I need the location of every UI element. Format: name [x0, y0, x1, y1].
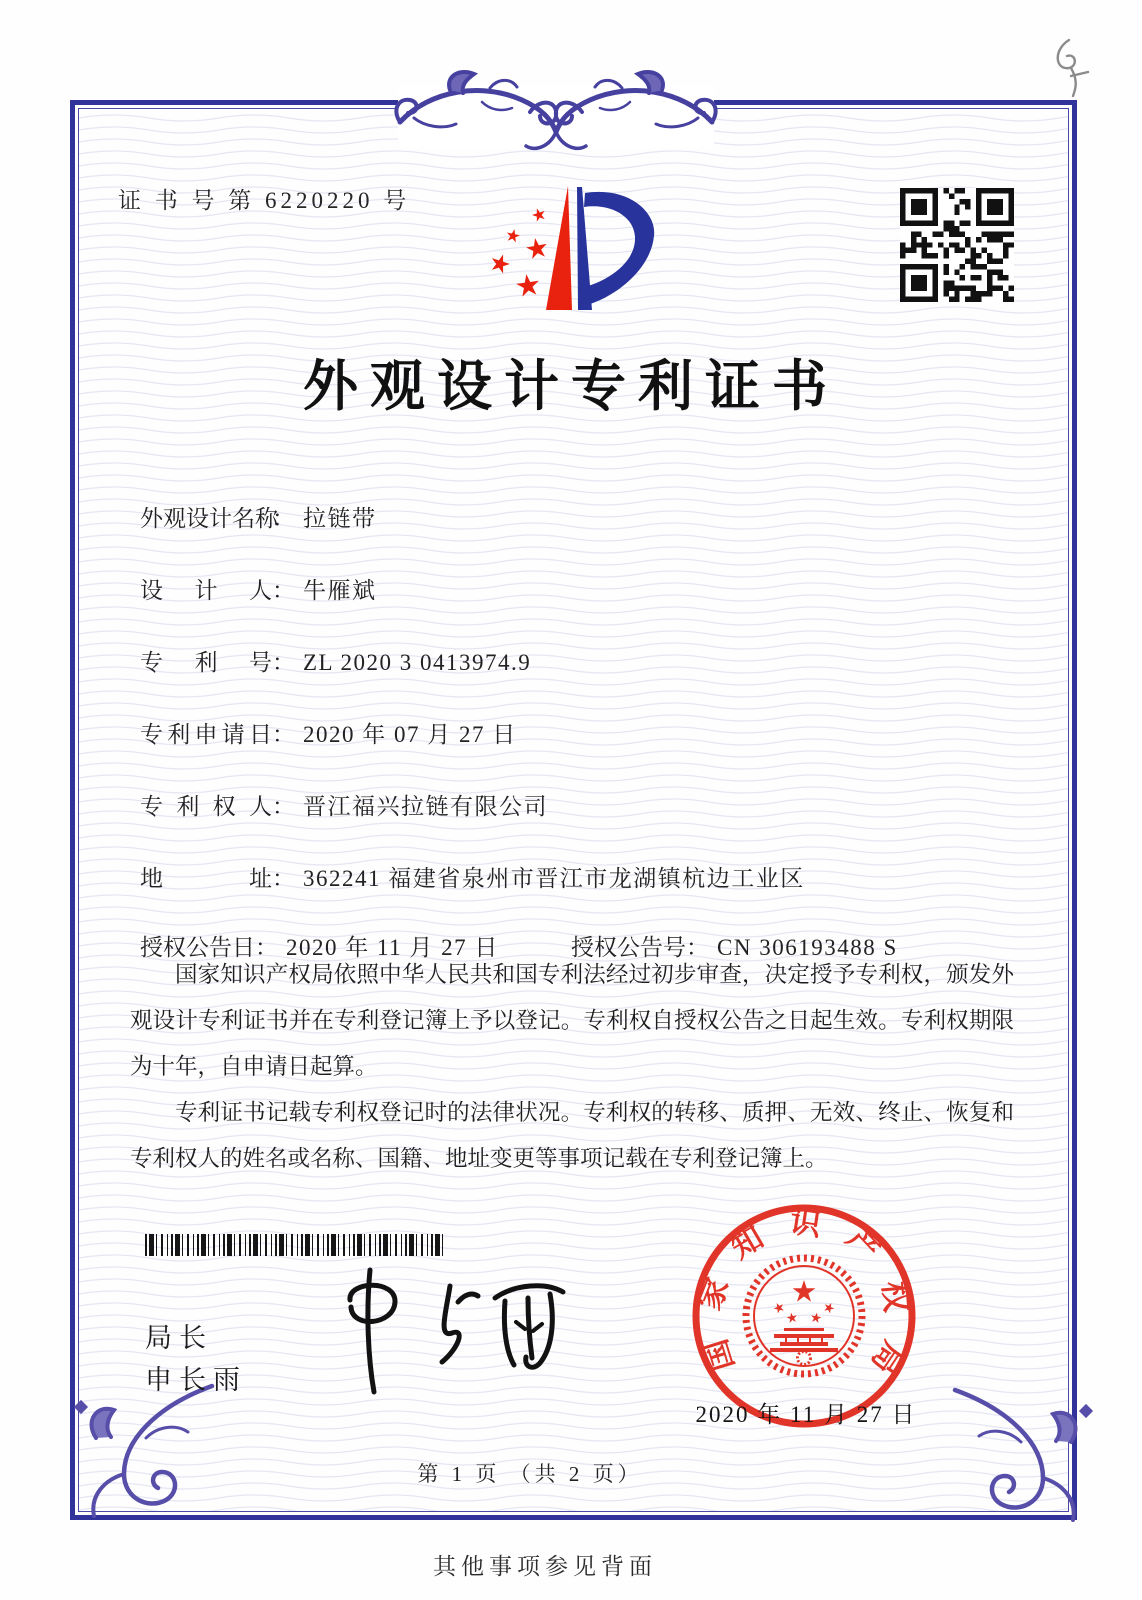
field-colon: ：: [272, 794, 295, 819]
seal-date: 2020 年 11 月 27 日: [695, 1402, 917, 1427]
field-label: 授权公告号: [571, 935, 686, 960]
corner-ornament-icon: [62, 1378, 232, 1518]
field-value: 拉链带: [303, 506, 377, 531]
signer-title: 局长: [145, 1323, 213, 1353]
field-colon: ：: [686, 935, 709, 960]
field-value: CN 306193488 S: [717, 935, 898, 960]
field-label: 设计人: [140, 578, 272, 603]
field-row: [140, 572, 377, 605]
handwritten-signature: [300, 1252, 580, 1402]
field-colon: ：: [255, 935, 278, 960]
page-number: 第 1 页 （共 2 页）: [417, 1462, 643, 1486]
field-value: 362241 福建省泉州市晋江市龙湖镇杭边工业区: [303, 866, 805, 891]
logo-p-bowl: [584, 192, 654, 304]
field-row: [140, 860, 805, 893]
field-colon: ：: [272, 722, 295, 747]
field-value: 晋江福兴拉链有限公司: [303, 794, 548, 819]
field-row: [140, 500, 377, 533]
body-text: [130, 952, 1014, 1182]
page-title: 外观设计专利证书: [302, 356, 839, 417]
corner-ornament-icon: [935, 1382, 1105, 1522]
paragraph: 专利证书记载专利权登记时的法律状况。专利权的转移、质押、无效、终止、恢复和专利权人的姓名或名称、国籍、地址变更等事项记载在专利登记簿上。: [130, 1100, 1014, 1171]
field-value: 2020 年 11 月 27 日: [286, 935, 499, 960]
field-label: 专利权人: [140, 794, 272, 819]
field-label: 地址: [140, 866, 272, 891]
logo-stars: [488, 206, 548, 297]
seal-emblem: [746, 1258, 862, 1374]
field-colon: ：: [272, 650, 295, 675]
pencil-mark-icon: [1045, 28, 1105, 106]
seal-org-text: 国家知识产权局: [690, 1203, 916, 1401]
field-label: 外观设计名称: [140, 506, 278, 531]
field-value: 牛雁斌: [303, 578, 377, 603]
field-value: ZL 2020 3 0413974.9: [303, 650, 532, 675]
field-row: [140, 788, 548, 821]
field-colon: ：: [272, 866, 295, 891]
dragon-ornament-icon: [390, 60, 722, 172]
field-row: [140, 716, 517, 749]
field-colon: ：: [272, 506, 295, 531]
paragraph: 国家知识产权局依照中华人民共和国专利法经过初步审查，决定授予专利权，颁发外观设计专利证书并在专利登记簿上予以登记。专利权自授权公告之日起生效。专利权期限为十年，自申请日起算。: [130, 962, 1014, 1079]
field-value: 2020 年 07 月 27 日: [303, 722, 517, 747]
cnipa-logo-icon: [478, 174, 668, 322]
field-label: 授权公告日: [140, 935, 255, 960]
certificate-number: 证 书 号 第 6220220 号: [118, 188, 411, 213]
qr-code: [900, 188, 1014, 302]
field-colon: ：: [272, 578, 295, 603]
logo-wedge: [546, 186, 572, 310]
signer-name: 申长雨: [145, 1365, 247, 1395]
field-label: 专利申请日: [140, 722, 272, 747]
field-row: [140, 644, 531, 677]
back-note: 其他事项参见背面: [433, 1554, 657, 1579]
field-label: 专利号: [140, 650, 272, 675]
